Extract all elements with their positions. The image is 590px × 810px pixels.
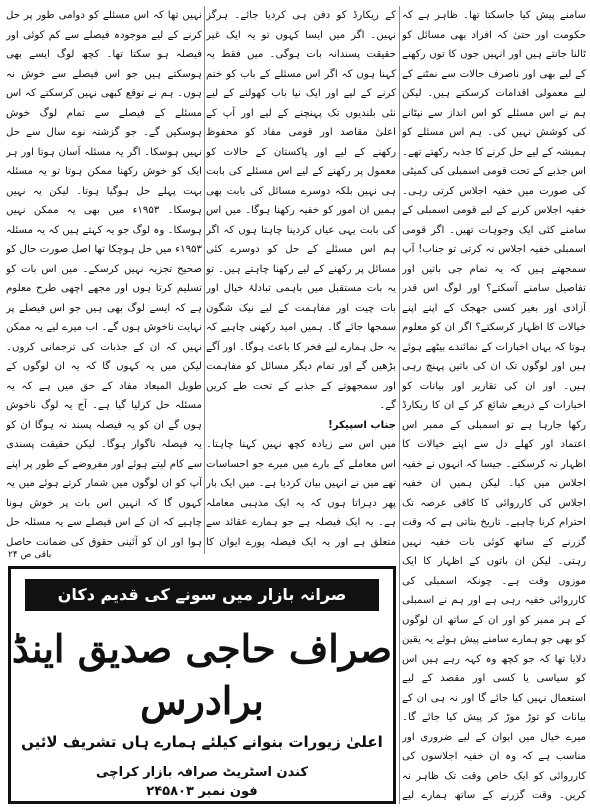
article-paragraph: کے ریکارڈ کو دفن ہی کردیا جائے۔ ہرگز نہیں۔ اگر میں ایسا کہوں تو یہ ایک غیر حقیقت پسندانہ بات ہوگی۔ میں فقط یہ کہنا ہوں کہ اگر اس مسئلے کے باب کو ختم کرنے کے لیے اور ایک نیا باب کھولنے کے لیے نئی بلندیوں تک پہنچنے کے لیے اور آپ کے اعلیٰ مقاصد اور قومی مفاد کو محفوظ رکھنے کے لیے اور پاکستان کے حالات کو معمول پر رکھنے کے لیے اس مسئلے کی بابت ہی نہیں بلکہ دوسرے مسائل کی بابت بھی ہمیں ان امور کو خفیہ رکھنا ہوگا۔ میں اس کی بابت یہی عیاں کردینا چاہتا ہوں کہ اگر ہم اس مسئلے کے حل کو دوسرے کئی مسائل پر رکھنے کے لیے رکھنا چاہتے ہیں۔ تو یہ بات مستقبل میں باہمی تبادلۂ خیال اور بات چیت اور مفاہمت کے لیے نیک شگون سمجھا جائے گا۔ ہمیں امید رکھنی چاہیے کہ یہ حل ہمارے لیے فخر کا باعث ہوگا۔ اور آگے بڑھیں گے اور تمام دیگر مسائل کو مفاہمت اور سمجھوتے کے جذبے کے تحت طے کریں گے۔ — [206, 10, 396, 411]
ad-address: کندن اسٹریٹ صرافہ بازار کراچی — [96, 765, 308, 780]
ad-shop-name: صراف حاجی صدیق اینڈ برادرس — [11, 626, 393, 723]
ad-banner: صرانہ بازار میں سونے کی قدیم دکان — [25, 579, 379, 611]
speaker-heading: جناب اسپیکر! — [328, 419, 396, 431]
column-rule — [399, 6, 400, 804]
article-column-middle — [206, 6, 396, 554]
article-paragraph: میں اس سے زیادہ کچھ نہیں کہنا چاہتا۔ اس معاملے کے بارے میں میرے جو احساسات تھے میں نے انہیں بیان کردیا ہے۔ میں ایک بار پھر دہراتا ہوں کہ یہ ایک مذہبی معاملہ ہے۔ یہ ایک فیصلہ ہے جو ہمارے عقائد سے متعلق ہے اور یہ ایک فیصلہ پورے ایوان کا — [206, 439, 396, 548]
article-paragraph: نہیں تھا کہ اس مسئلے کو دوامی طور پر حل کرنے کے لیے موجودہ فیصلے سے کم کوئی اور فیصلہ ہو سکتا تھا۔ کچھ لوگ ایسے بھی ہوسکتے ہیں جو اس فیصلے سے خوش نہ ہوں۔ ہم نے توقع کبھی نہیں کرسکتے کہ اس مسئلے کے فیصلے سے تمام لوگ خوش ہوسکیں گے۔ جو گزشتہ نوے سال سے حل نہیں ہوسکا۔ اگر یہ مسئلہ آسان ہوتا اور ہر ایک کو خوش رکھنا ممکن ہوتا تو یہ مسئلہ بہت پہلے حل ہوگیا ہوتا۔ لیکن یہ نہیں ہوسکا۔ ۱۹۵۳ء میں بھی یہ ممکن نہیں ہوسکا۔ وہ لوگ جو یہ کہتے ہیں کہ یہ مسئلہ ۱۹۵۳ء میں حل ہوچکا تھا اصل صورت حال کو صحیح تجزیہ نہیں کرسکے۔ میں اس بات کو تسلیم کرتا ہوں اور مجھے اچھی طرح معلوم ہے کہ ایسے لوگ بھی ہیں جو اس فیصلے پر نہایت ناخوش ہوں گے۔ اب میرے لیے یہ ممکن نہیں کہ ان کے جذبات کی ترجمانی کروں۔ لیکن میں یہ کہوں گا کہ یہ ان لوگوں کے طویل المیعاد مفاد کے حق میں ہے کہ یہ مسئلہ حل کرلیا گیا ہے۔ آج یہ لوگ ناخوش ہوں گے ان کو یہ فیصلہ پسند نہ ہوگا ان کو یہ فیصلہ ناگوار ہوگا۔ لیکن حقیقت پسندی سے کام لیتے ہوئے اور مفروضے کے طور پر اپنے آپ کو ان لوگوں میں شمار کرتے ہوئے میں یہ کہوں گا کہ انہیں اس بات پر خوش ہونا چاہیے کہ ان کے اس فیصلے سے یہ مسئلہ حل ہوا اور ان کو آئینی حقوق کی ضمانت حاصل — [6, 10, 202, 548]
article-column-left — [6, 6, 202, 554]
column-rule — [204, 6, 205, 554]
article-paragraph: سامنے پیش کیا جاسکتا تھا۔ ظاہر ہے کہ حکومت اور حتیٰ کہ افراد بھی مسائل کو ٹالنا جانتے ہیں اور انہیں جوں کا توں رکھنے کے لیے بھی اور ناصرف حالات سے نمٹنے کے لیے معمولی اقدامات کرسکتے ہیں۔ لیکن ہم نے اس مسئلے کو اس انداز سے نپٹانے کی کوشش نہیں کی۔ ہم اس مسئلے کو ہمیشہ کے لیے حل کرنے کا جذبہ رکھتے تھے۔ اس جذبے کے تحت قومی اسمبلی کی کمیٹی کی صورت میں خفیہ اجلاس کرتی رہی۔ خفیہ اجلاس کرنے کے لیے قومی اسمبلی کے سامنے کئی ایک وجوہات تھیں۔ اگر قومی اسمبلی خفیہ اجلاس نہ کرتی تو جناب! آپ سمجھتے ہیں کہ یہ تمام جی باتیں اور تفاصیل سامنے آسکتے؟ اور لوگ اس قدر آزادی اور بغیر کسی جھجک کے اپنے اپنے خیالات کا اظہار کرسکتے؟ اگر ان کو معلوم ہوتا کہ یہاں اخبارات کے نمائندے بیٹھے ہوئے ہیں اور لوگوں تک ان کی باتیں پہنچ رہی ہیں۔ اور ان کی تقاریر اور بیانات کو اخبارات کے ذریعے شائع کر کے ان کا ریکارڈ رکھا جارہا ہے تو اسمبلی کے ممبر اس اعتماد اور کھلے دل سے اپنے خیالات کا اظہار نہ کرسکتے۔ جیسا کہ انہوں نے خفیہ اجلاس میں کیا۔ لیکن ہمیں ان خفیہ اجلاس کی کارروائی کا کافی عرصہ تک احترام کرنا چاہیے۔ تاریخ بتاتی ہے کہ وقت گزرنے کے ساتھ کوئی بات خفیہ نہیں رہتی۔ لیکن ان باتوں کے اظہار کا ایک موزوں وقت ہے۔ چونکہ اسمبلی کی کارروائی خفیہ رہی ہے اور ہم نے اسمبلی کے ہر ممبر کو اور ان کے ساتھ ان لوگوں کو بھی جو ہمارے سامنے پیش ہوئے یہ یقین دلایا تھا کہ جو کچھ وہ کہہ رہے ہیں اس کو سیاسی یا کسی اور مقصد کے لیے استعمال نہیں کیا جائے گا اور نہ ہی ان کے بیانات کو توڑ موڑ کر پیش کیا جائے گا۔ میرے خیال میں ایوان کے لیے ضروری اور مناسب ہے کہ وہ ان خفیہ اجلاسوں کی کارروائی کو ایک خاص وقت تک ظاہر نہ کریں۔ وقت گزرنے کے ساتھ ہمارے لیے — [402, 10, 586, 801]
ad-tagline: اعلیٰ زیورات بنوانے کیلئے ہمارے ہاں تشریف لائیں — [21, 733, 383, 751]
advertisement-box — [8, 566, 396, 804]
article-column-right — [402, 6, 586, 806]
ad-phone: فون نمبر ۲۴۵۸۰۳ — [146, 784, 258, 799]
continuation-note: باقی ص ۲۴ — [8, 550, 52, 560]
